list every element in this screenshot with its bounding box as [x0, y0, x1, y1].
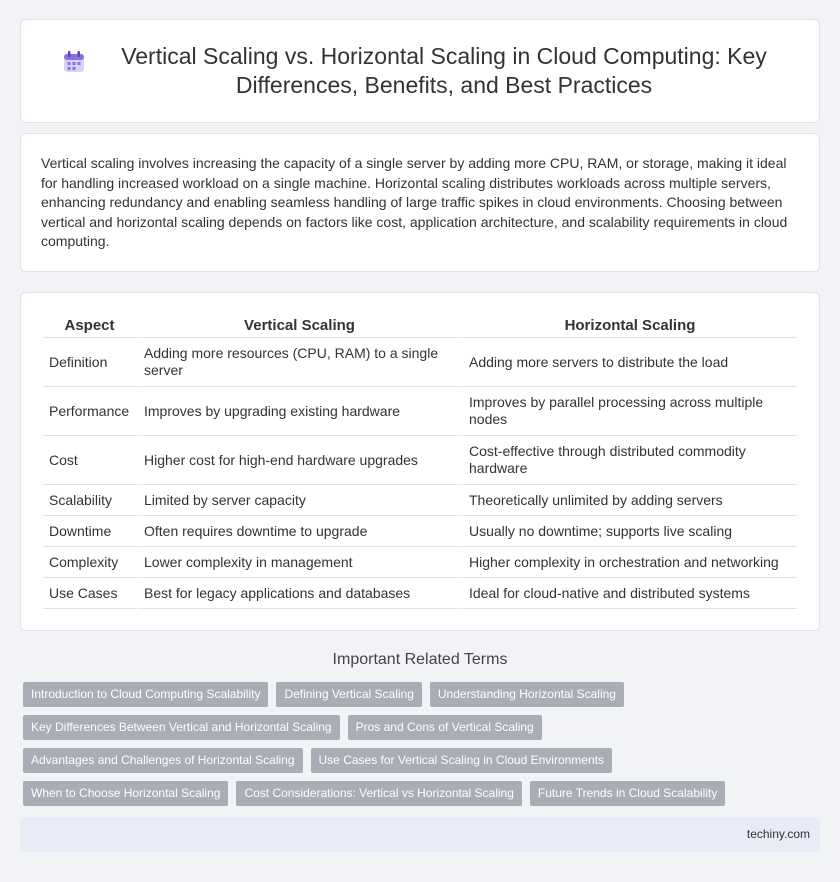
cell-aspect: Complexity: [43, 547, 136, 578]
table-row: [43, 436, 797, 485]
footer-site-name[interactable]: techiny.com: [746, 827, 810, 841]
tag-defining-vertical-scaling[interactable]: Defining Vertical Scaling: [276, 682, 421, 707]
tag-future-trends[interactable]: Future Trends in Cloud Scalability: [530, 781, 725, 806]
related-terms-title: Important Related Terms: [332, 651, 508, 668]
header-card: [20, 19, 820, 123]
cell-vertical: Improves by upgrading existing hardware: [136, 387, 461, 436]
table-row: [43, 578, 797, 609]
cell-horizontal: Cost-effective through distributed commodity hardware: [461, 436, 797, 485]
table-row: [43, 338, 797, 387]
cell-vertical: Adding more resources (CPU, RAM) to a single server: [136, 338, 461, 387]
related-terms-tags: [23, 682, 823, 806]
comparison-table-card: [20, 292, 820, 631]
intro-card: [20, 133, 820, 272]
table-row: [43, 387, 797, 436]
header-aspect: Aspect: [43, 313, 136, 338]
cell-horizontal: Theoretically unlimited by adding servers: [461, 485, 797, 516]
table-row: [43, 485, 797, 516]
cell-aspect: Performance: [43, 387, 136, 436]
cell-aspect: Definition: [43, 338, 136, 387]
cell-horizontal: Usually no downtime; supports live scaling: [461, 516, 797, 547]
tag-understanding-horizontal-scaling[interactable]: Understanding Horizontal Scaling: [430, 682, 624, 707]
cell-aspect: Cost: [43, 436, 136, 485]
cell-vertical: Lower complexity in management: [136, 547, 461, 578]
tag-cost-considerations[interactable]: Cost Considerations: Vertical vs Horizontal Scaling: [236, 781, 521, 806]
tag-key-differences[interactable]: Key Differences Between Vertical and Horizontal Scaling: [23, 715, 340, 740]
cell-horizontal: Ideal for cloud-native and distributed systems: [461, 578, 797, 609]
header-vertical-scaling: Vertical Scaling: [136, 313, 461, 338]
calendar-icon: [61, 62, 109, 80]
tag-when-horizontal[interactable]: When to Choose Horizontal Scaling: [23, 781, 228, 806]
cell-vertical: Higher cost for high-end hardware upgrades: [136, 436, 461, 485]
table-row: [43, 547, 797, 578]
tag-pros-cons-vertical[interactable]: Pros and Cons of Vertical Scaling: [348, 715, 542, 740]
cell-horizontal: Improves by parallel processing across multiple nodes: [461, 387, 797, 436]
page-title: Vertical Scaling vs. Horizontal Scaling in Cloud Computing: Key Differences, Benefits, and Best Practices: [121, 43, 767, 98]
tag-intro-cloud-scalability[interactable]: Introduction to Cloud Computing Scalability: [23, 682, 268, 707]
intro-paragraph: Vertical scaling involves increasing the capacity of a single server by adding more CPU, RAM, or storage, making it ideal for handling increased workload on a single machine. Horizontal scaling distributes workloads across multiple servers, enhancing redundancy and enabling seamless handling of large traffic spikes in cloud environments. Choosing between vertical and horizontal scaling depends on factors like cost, application architecture, and scalability requirements in cloud computing.: [41, 155, 788, 249]
cell-vertical: Often requires downtime to upgrade: [136, 516, 461, 547]
cell-vertical: Best for legacy applications and databases: [136, 578, 461, 609]
cell-horizontal: Adding more servers to distribute the load: [461, 338, 797, 387]
table-row: [43, 516, 797, 547]
comparison-table: [43, 313, 797, 609]
tag-advantages-challenges-horizontal[interactable]: Advantages and Challenges of Horizontal Scaling: [23, 748, 303, 773]
cell-aspect: Downtime: [43, 516, 136, 547]
footer-bar: [20, 817, 820, 852]
tag-use-cases-vertical[interactable]: Use Cases for Vertical Scaling in Cloud Environments: [311, 748, 612, 773]
cell-vertical: Limited by server capacity: [136, 485, 461, 516]
cell-horizontal: Higher complexity in orchestration and networking: [461, 547, 797, 578]
table-header-row: [43, 313, 797, 338]
header-horizontal-scaling: Horizontal Scaling: [461, 313, 797, 338]
cell-aspect: Use Cases: [43, 578, 136, 609]
cell-aspect: Scalability: [43, 485, 136, 516]
